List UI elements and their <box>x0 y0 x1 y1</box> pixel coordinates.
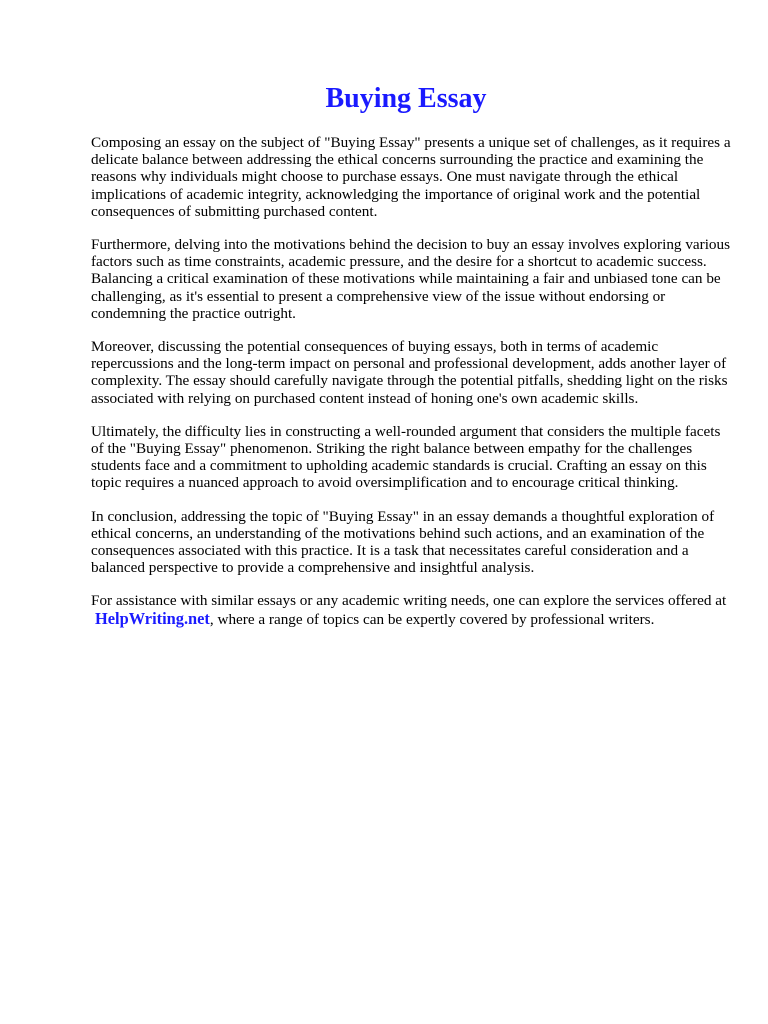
closing-text-before-link: For assistance with similar essays or any academic writing needs, one can explore the services offered at <box>91 592 727 610</box>
closing-paragraph <box>91 592 731 627</box>
document-page <box>91 0 731 644</box>
closing-text-after-link: , where a range of topics can be expertly covered by professional writers. <box>209 610 655 628</box>
paragraph-2: Furthermore, delving into the motivations behind the decision to buy an essay involves exploring various factors such as time constraints, academic pressure, and the desire for a shortcut to academic success. Balancing a critical examination of these motivations while maintaining a fair and unbiased tone can be challenging, as it's essential to present a comprehensive view of the issue without endorsing or condemning the practice outright. <box>91 236 731 322</box>
paragraph-4: Ultimately, the difficulty lies in constructing a well-rounded argument that considers the multiple facets of the "Buying Essay" phenomenon. Striking the right balance between empathy for the challenges students face and a commitment to upholding academic standards is crucial. Crafting an essay on this topic requires a nuanced approach to avoid oversimplification and to encourage critical thinking. <box>91 422 721 492</box>
paragraph-3: Moreover, discussing the potential consequences of buying essays, both in terms of academic repercussions and the long-term impact on personal and professional development, adds another layer of complexity. The essay should carefully navigate through the potential pitfalls, shedding light on the risks associated with relying on purchased content instead of honing one's own academic skills. <box>91 338 728 407</box>
helpwriting-link[interactable]: HelpWriting.net <box>95 608 210 628</box>
document-body <box>91 134 731 628</box>
page-title: Buying Essay <box>325 83 487 114</box>
paragraph-5: In conclusion, addressing the topic of "Buying Essay" in an essay demands a thoughtful exploration of ethical concerns, an understanding of the motivations behind such actions, and an examination of the consequences associated with this practice. It is a task that necessitates careful consideration and a balanced perspective to provide a comprehensive and insightful analysis. <box>91 507 715 577</box>
paragraph-1: Composing an essay on the subject of "Buying Essay" presents a unique set of challenges, as it requires a delicate balance between addressing the ethical concerns surrounding the practice and examining the reasons why individuals might choose to purchase essays. One must navigate through the ethical implications of academic integrity, acknowledging the importance of original work and the potential consequences of submitting purchased content. <box>91 134 731 220</box>
